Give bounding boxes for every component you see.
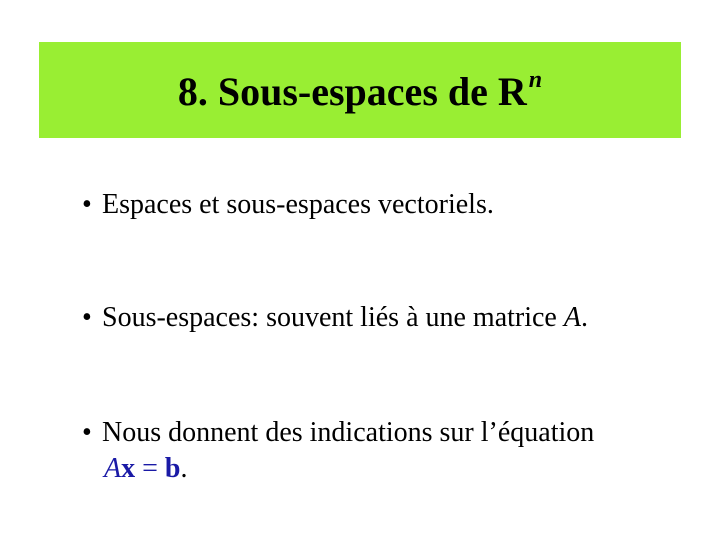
bullet-text: Sous-espaces: souvent liés à une matrice bbox=[102, 302, 564, 333]
equation-equals: = bbox=[135, 453, 165, 484]
equation-vector-b: b bbox=[164, 453, 181, 484]
bullet-item-equation bbox=[82, 415, 702, 487]
bullet-marker: • bbox=[82, 417, 92, 448]
equation-period: . bbox=[180, 453, 188, 484]
equation-vector-x: x bbox=[121, 453, 136, 484]
bullet-text-end: . bbox=[580, 302, 588, 333]
bullet-marker: • bbox=[82, 189, 92, 220]
bullet-text: Nous donnent des indications sur l’équation bbox=[102, 417, 595, 448]
bullet-marker: • bbox=[82, 302, 92, 333]
bullet-item-spaces bbox=[82, 187, 702, 223]
equation-line bbox=[82, 451, 702, 487]
slide-title-text: 8. Sous-espaces de R bbox=[177, 69, 527, 114]
equation-matrix-symbol: A bbox=[104, 453, 122, 484]
title-banner bbox=[39, 42, 681, 138]
slide-title-superscript: n bbox=[528, 67, 543, 93]
bullet-item-subspaces bbox=[82, 300, 702, 336]
slide-title bbox=[178, 68, 542, 112]
matrix-symbol: A bbox=[563, 302, 581, 333]
bullet-text: Espaces et sous-espaces vectoriels. bbox=[102, 189, 494, 220]
